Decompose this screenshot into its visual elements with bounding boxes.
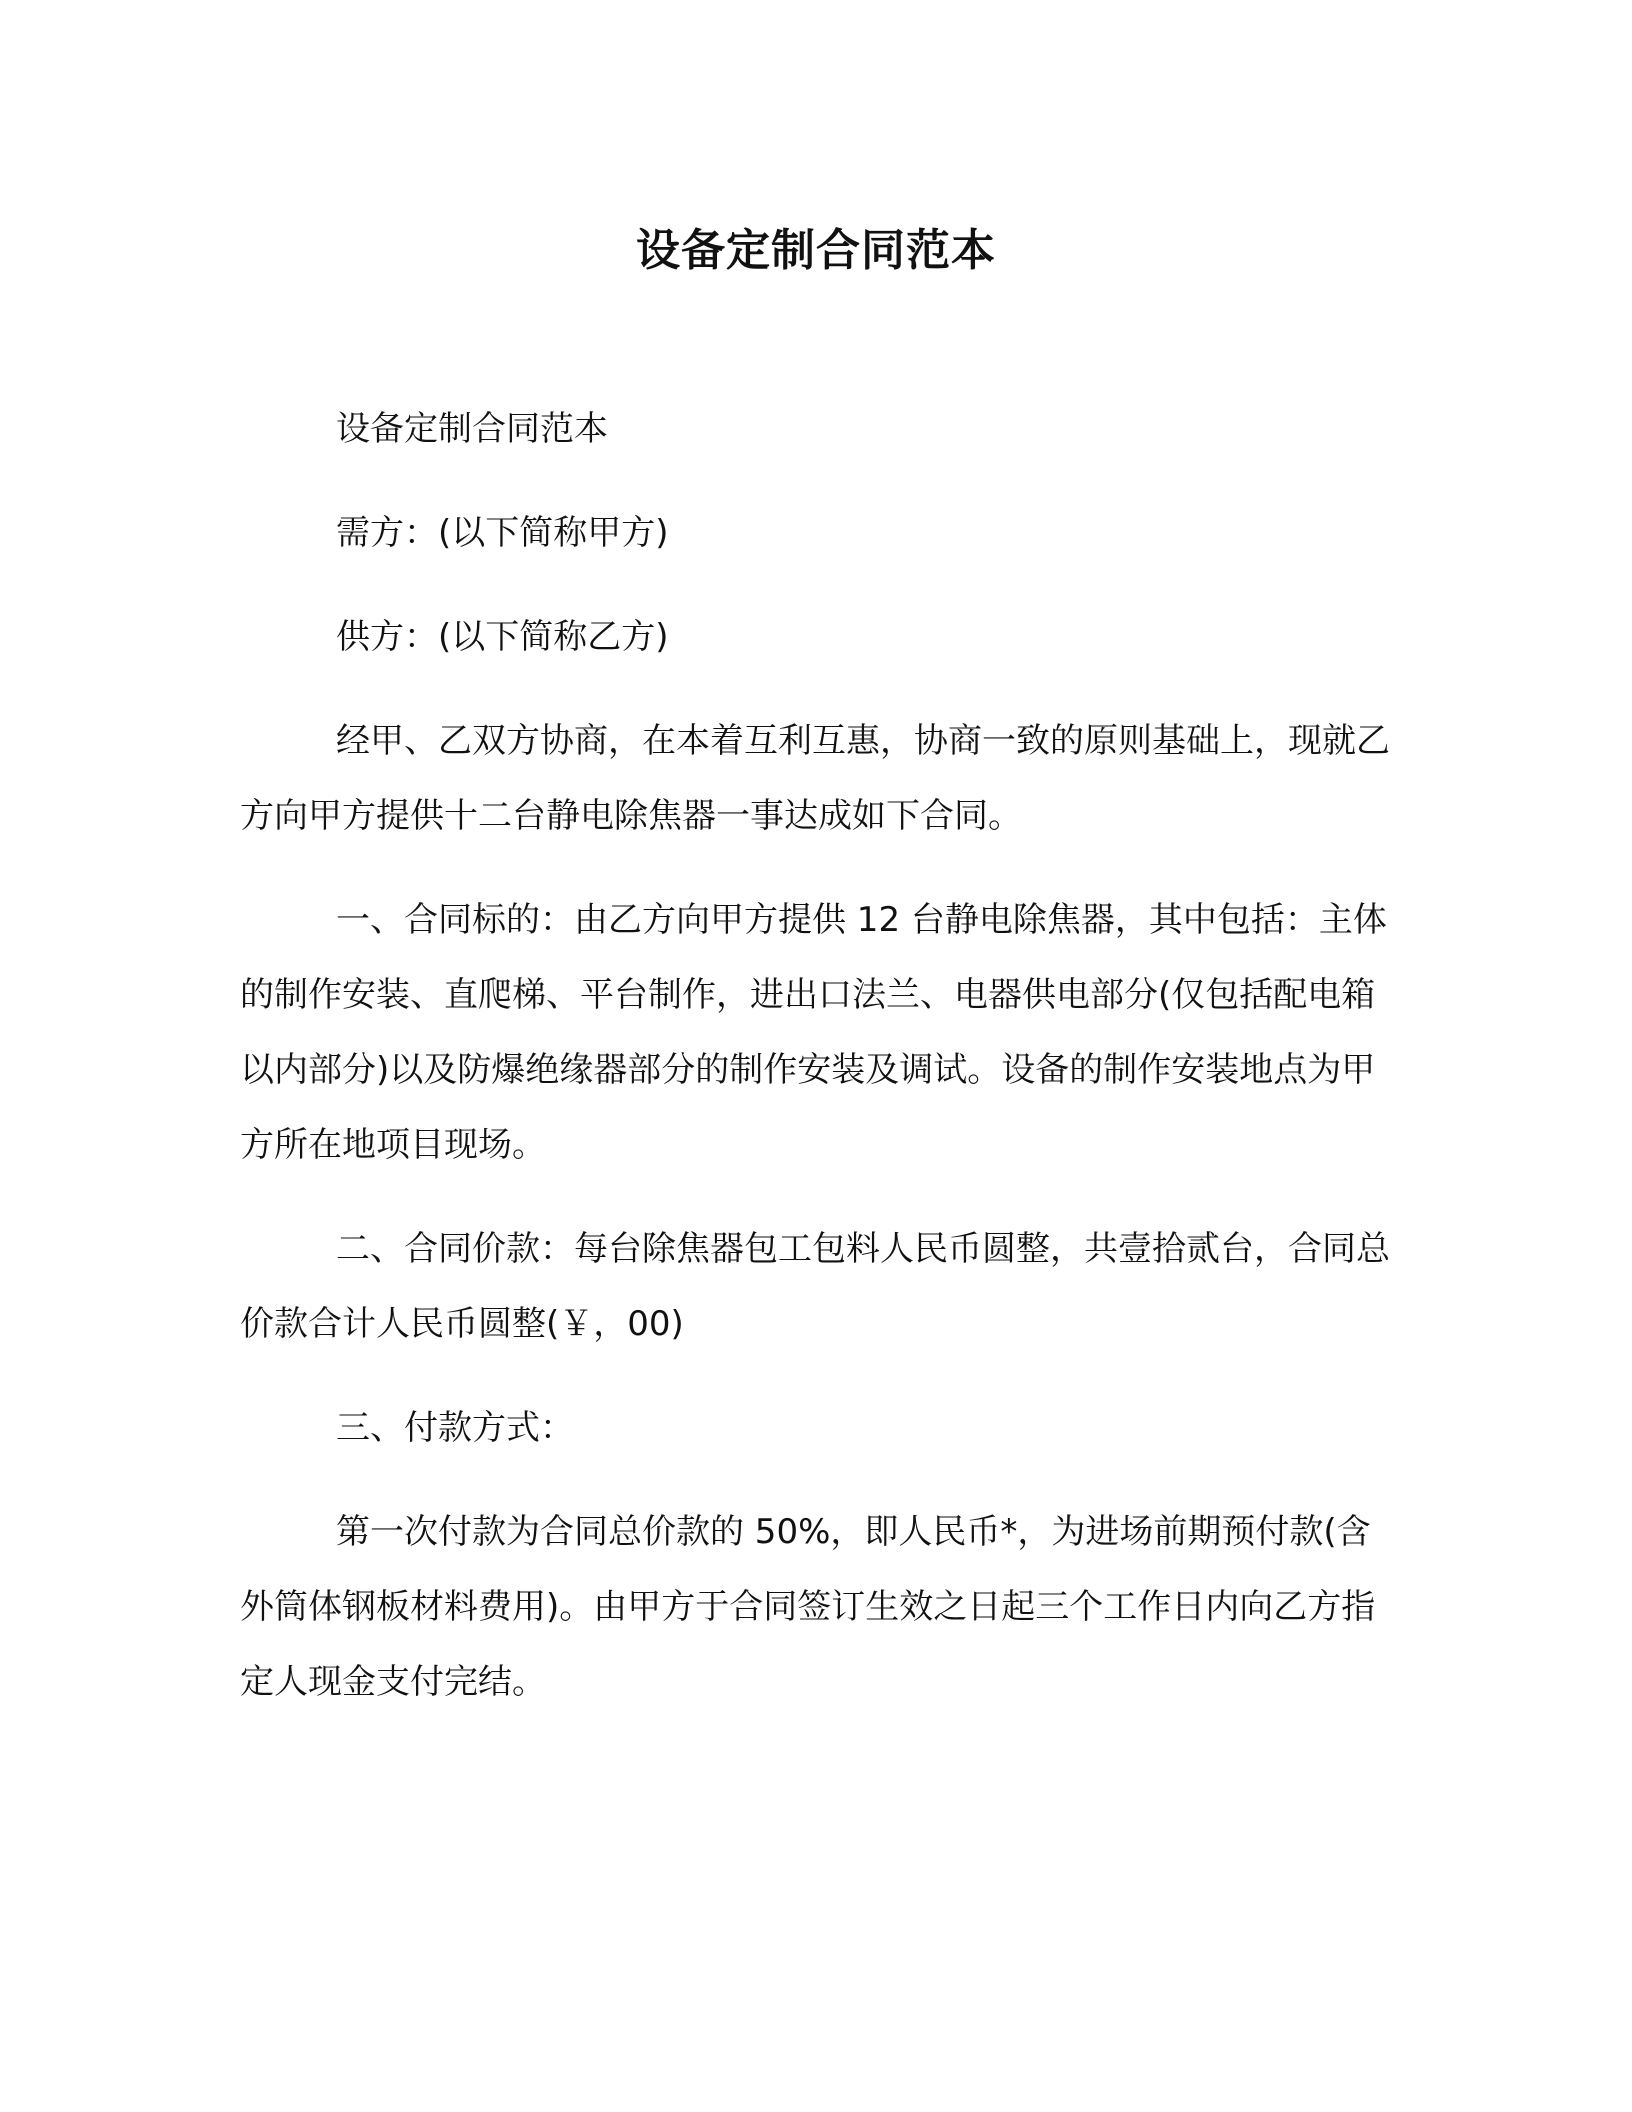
document-title: 设备定制合同范本 [636, 225, 996, 276]
paragraph-payment-heading: 三、付款方式： [336, 1408, 574, 1448]
paragraph-preamble: 经甲、乙双方协商，在本着互利互惠，协商一致的原则基础上，现就乙方向甲方提供十二台静电除焦器一事达成如下合同。 [240, 721, 1390, 836]
paragraph-price: 二、合同价款：每台除焦器包工包料人民币圆整，共壹拾贰台，合同总价款合计人民币圆整(￥，00) [240, 1229, 1390, 1344]
paragraph-first-payment: 第一次付款为合同总价款的 50%，即人民币*，为进场前期预付款(含外筒体钢板材料费用)。由甲方于合同签订生效之日起三个工作日内向乙方指定人现金支付完结。 [240, 1512, 1376, 1702]
paragraph-heading: 设备定制合同范本 [336, 409, 608, 449]
paragraph-supplier: 供方：(以下简称乙方) [336, 617, 669, 657]
document-body [240, 392, 1400, 1720]
paragraph-buyer: 需方：(以下简称甲方) [336, 513, 669, 553]
paragraph-subject: 一、合同标的：由乙方向甲方提供 12 台静电除焦器，其中包括：主体的制作安装、直爬梯、平台制作，进出口法兰、电器供电部分(仅包括配电箱以内部分)以及防爆绝缘器部分的制作安装及调试。设备的制作安装地点为甲方所在地项目现场。 [240, 900, 1387, 1165]
